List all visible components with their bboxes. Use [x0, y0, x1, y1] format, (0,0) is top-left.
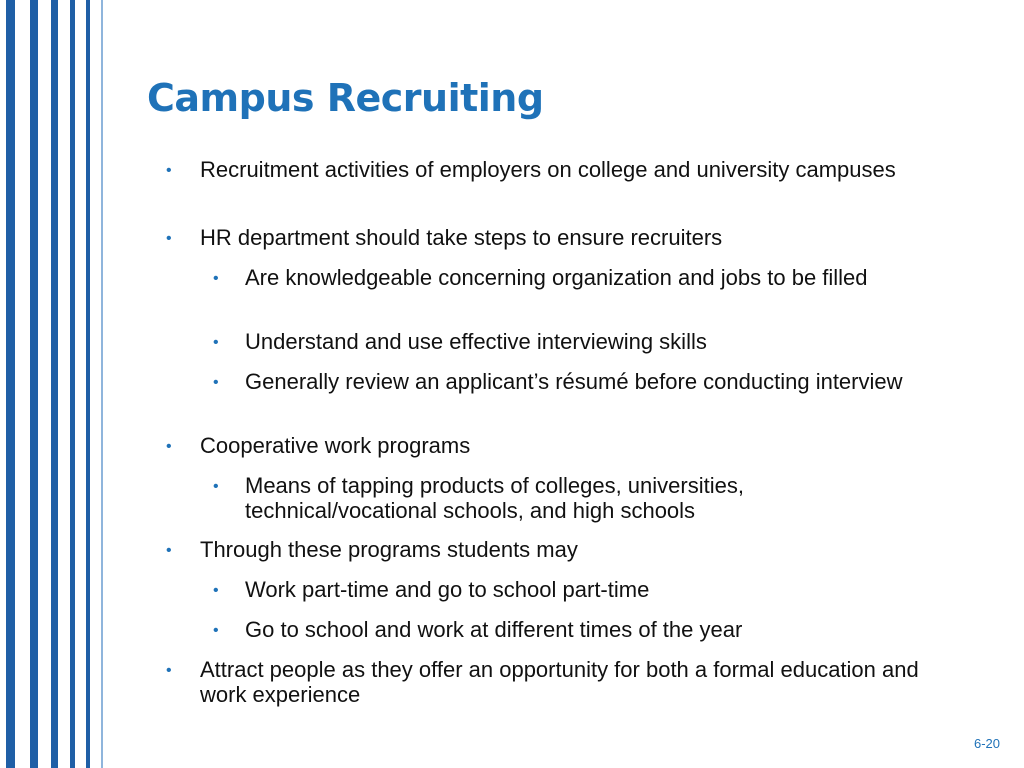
sub-bullet-item — [213, 265, 920, 290]
bullet-text: Go to school and work at different times of the year — [245, 617, 743, 642]
stripe — [51, 0, 58, 768]
sub-bullet-item — [213, 369, 920, 394]
bullet-icon: • — [166, 162, 172, 179]
bullet-icon: • — [213, 334, 219, 351]
sub-bullet-item — [213, 473, 920, 523]
bullet-text: Through these programs students may — [200, 537, 578, 562]
bullet-text: Recruitment activities of employers on college and university campuses — [200, 157, 896, 182]
sub-bullet-item — [213, 617, 920, 642]
bullet-item — [166, 157, 920, 182]
bullet-item — [166, 433, 920, 458]
page-number: 6-20 — [973, 736, 1000, 751]
bullet-text: Means of tapping products of colleges, universities, technical/vocational schools, and high schools — [245, 473, 744, 523]
bullet-icon: • — [213, 582, 219, 599]
stripe — [6, 0, 15, 768]
bullet-text: Understand and use effective interviewing skills — [245, 329, 707, 354]
bullet-icon: • — [213, 270, 219, 287]
stripe — [70, 0, 75, 768]
bullet-text: Work part-time and go to school part-time — [245, 577, 650, 602]
stripe — [86, 0, 90, 768]
bullet-text: Cooperative work programs — [200, 433, 471, 458]
bullet-icon: • — [166, 542, 172, 559]
bullet-item — [166, 657, 920, 707]
bullet-item — [166, 225, 920, 250]
sub-bullet-item — [213, 329, 920, 354]
bullet-item — [166, 537, 920, 562]
bullet-text: Are knowledgeable concerning organization and jobs to be filled — [245, 265, 868, 290]
bullet-text: Generally review an applicant’s résumé before conducting interview — [245, 369, 903, 394]
bullet-icon: • — [213, 374, 219, 391]
bullet-text: Attract people as they offer an opportunity for both a formal education and work experience — [200, 657, 919, 707]
slide-title: Campus Recruiting — [147, 76, 544, 120]
bullet-icon: • — [213, 622, 219, 639]
bullet-text: HR department should take steps to ensure recruiters — [200, 225, 723, 250]
bullet-icon: • — [166, 438, 172, 455]
sub-bullet-item — [213, 577, 920, 602]
stripe — [30, 0, 38, 768]
bullet-icon: • — [213, 478, 219, 495]
bullet-icon: • — [166, 662, 172, 679]
stripe — [101, 0, 103, 768]
decorative-stripes — [0, 0, 110, 768]
bullet-icon: • — [166, 230, 172, 247]
